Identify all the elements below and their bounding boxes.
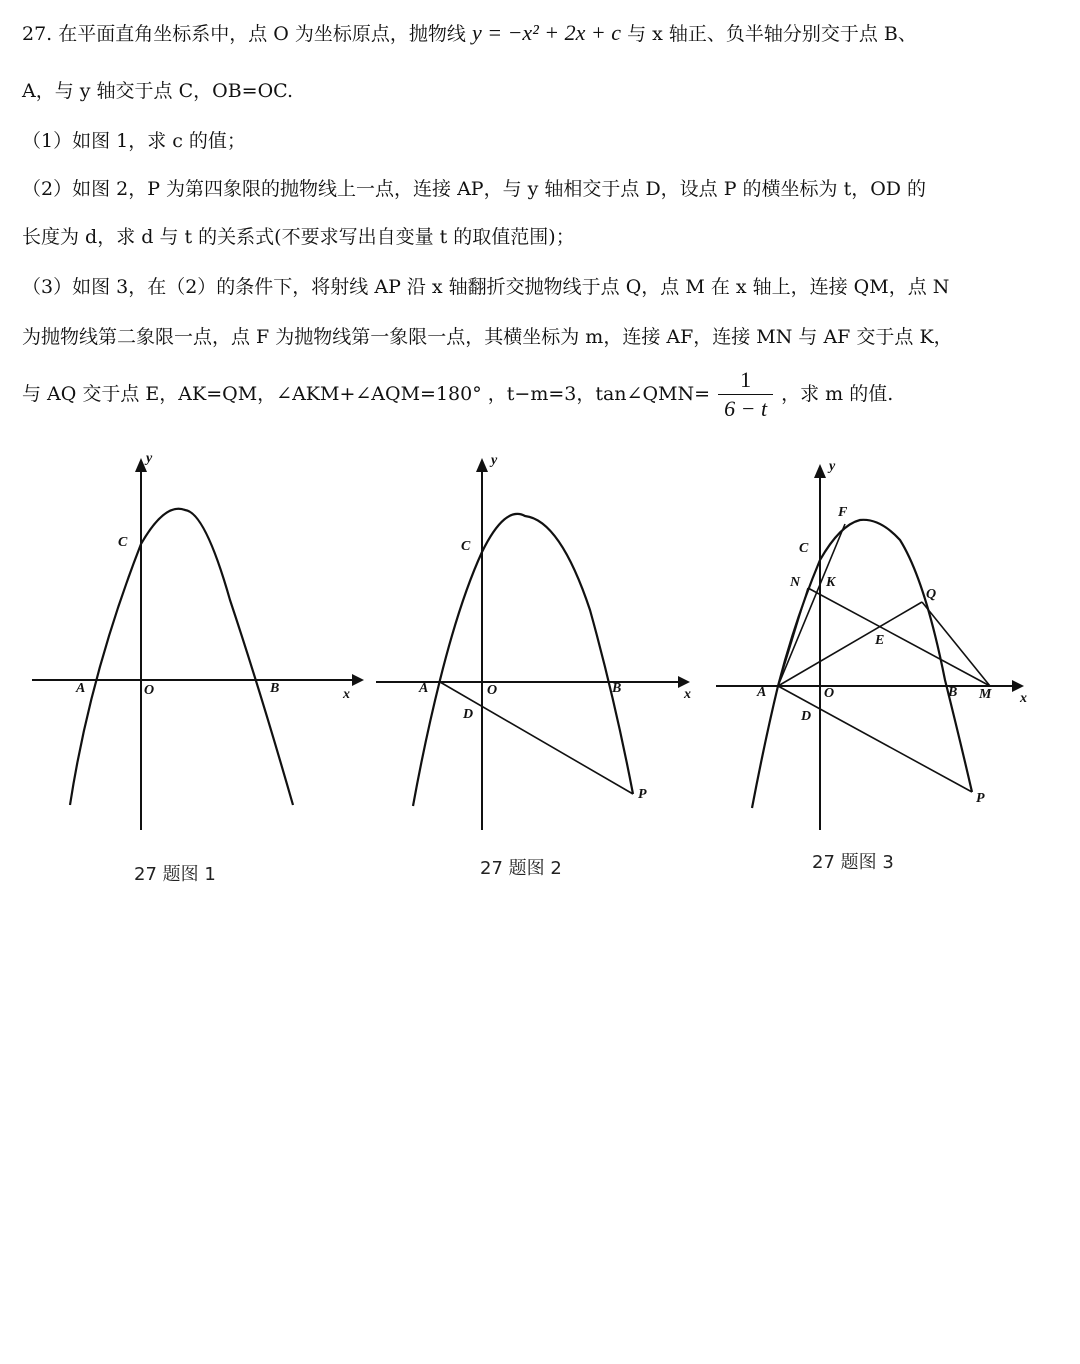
label-c: C: [461, 539, 471, 554]
label-o: O: [824, 686, 835, 701]
problem-line-2: A，与 y 轴交于点 C，OB=OC.: [22, 80, 294, 102]
question-3-conditions: 与 AQ 交于点 E，AK=QM，∠AKM+∠AQM=180° ，t−m=3，tan∠QMN=: [22, 383, 711, 405]
label-f: F: [838, 505, 848, 520]
segment-ap: [778, 686, 972, 792]
problem-line-1: [22, 22, 917, 44]
label-q: Q: [926, 587, 937, 602]
question-3-ask: ，求 m 的值.: [781, 383, 894, 405]
label-a: A: [76, 681, 86, 696]
fraction-numerator: 1: [718, 366, 773, 395]
question-2: （2）如图 2，P 为第四象限的抛物线上一点，连接 AP，与 y 轴相交于点 D，设点 P 的横坐标为 t，OD 的: [22, 178, 927, 200]
question-2-cont: 长度为 d，求 d 与 t 的关系式(不要求写出自变量 t 的取值范围)；: [22, 226, 575, 248]
figure-3-caption: 27 题图 3: [812, 852, 894, 873]
parabola-equation-text: y = −x² + 2x + c: [471, 20, 622, 45]
label-e: E: [875, 633, 885, 648]
figure-3-svg: [0, 440, 1060, 860]
label-p: P: [638, 787, 647, 802]
segment-af: [778, 524, 845, 686]
label-c: C: [799, 541, 809, 556]
problem-intro-cont: 与 x 轴正、负半轴分别交于点 B、: [627, 23, 917, 45]
figure-2-caption: 27 题图 2: [480, 858, 562, 879]
label-x: x: [684, 687, 691, 702]
label-b: B: [948, 685, 958, 700]
label-y: y: [146, 451, 153, 466]
problem-intro: 27. 在平面直角坐标系中，点 O 为坐标原点，抛物线: [22, 23, 466, 45]
label-n: N: [790, 575, 801, 590]
label-b: B: [270, 681, 280, 696]
label-k: K: [826, 575, 836, 590]
question-3-cont: 为抛物线第二象限一点，点 F 为抛物线第一象限一点，其横坐标为 m，连接 AF，连接 MN 与 AF 交于点 K，: [22, 326, 953, 348]
label-b: B: [612, 681, 622, 696]
figure-1-caption: 27 题图 1: [134, 864, 216, 885]
label-o: O: [144, 683, 155, 698]
tan-fraction: [718, 366, 773, 423]
label-o: O: [487, 683, 498, 698]
question-1: （1）如图 1，求 c 的值；: [22, 130, 246, 152]
segment-qm: [922, 602, 990, 686]
segment-nm: [808, 588, 990, 686]
label-x: x: [343, 687, 350, 702]
label-d: D: [801, 709, 812, 724]
label-x: x: [1020, 691, 1027, 706]
label-c: C: [118, 535, 128, 550]
label-y: y: [829, 459, 836, 474]
label-y: y: [491, 453, 498, 468]
y-axis-arrow-icon: [814, 464, 826, 478]
question-3-end: [22, 366, 893, 423]
label-p: P: [976, 791, 985, 806]
fraction-denominator: 6 − t: [724, 396, 768, 421]
question-3: （3）如图 3，在（2）的条件下，将射线 AP 沿 x 轴翻折交抛物线于点 Q，点 M 在 x 轴上，连接 QM，点 N: [22, 276, 950, 298]
parabola-equation: [472, 20, 621, 45]
label-a: A: [419, 681, 429, 696]
label-a: A: [757, 685, 767, 700]
label-m: M: [979, 687, 992, 702]
label-d: D: [463, 707, 474, 722]
